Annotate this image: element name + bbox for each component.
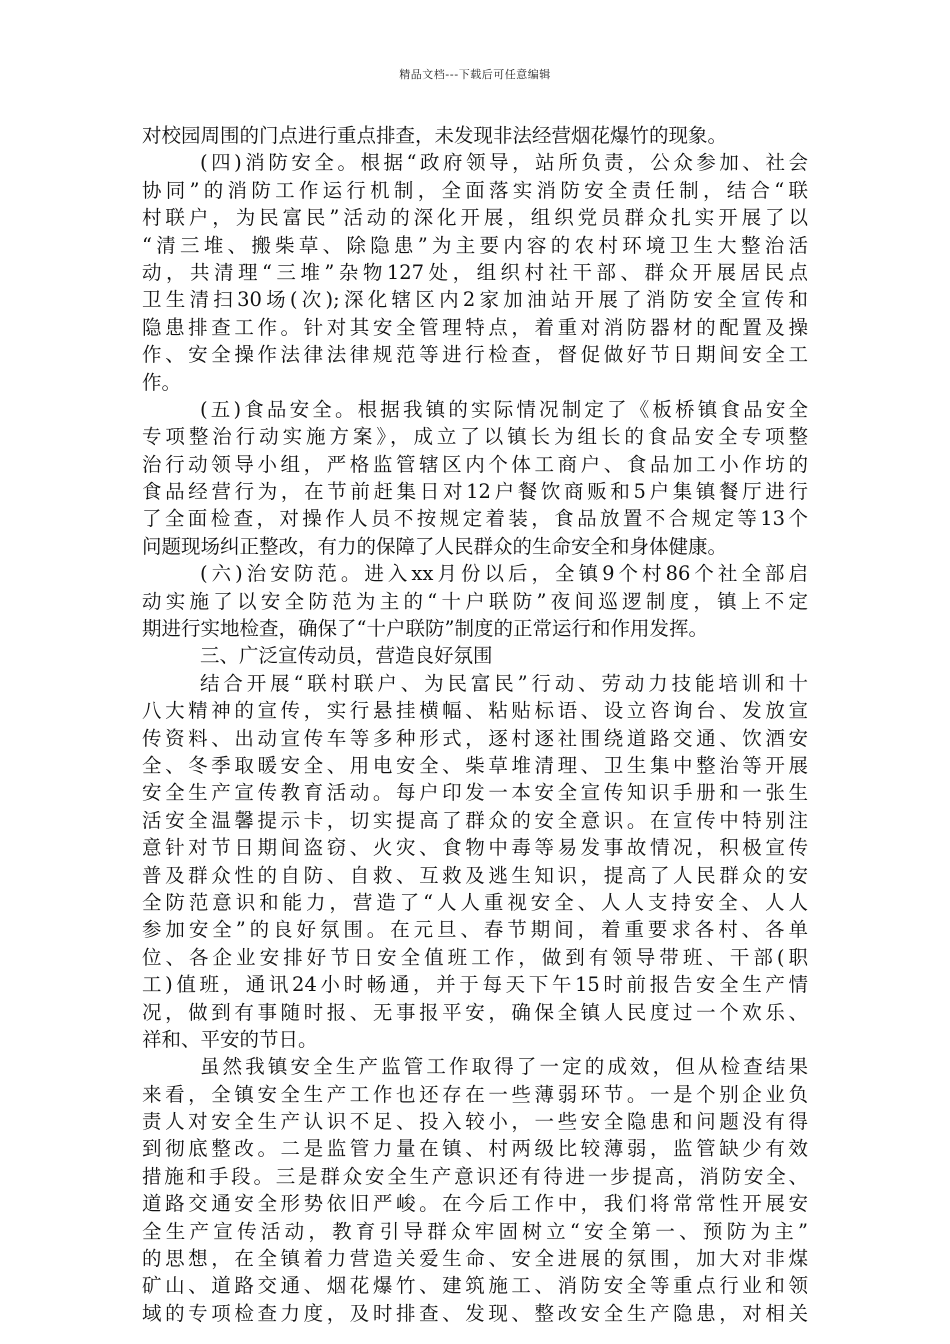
text-line: 结合开展“联村联户、为民富民”行动、劳动力技能培训和十 [200, 671, 808, 695]
text-line: 意针对节日期间盗窃、火灾、食物中毒等易发事故情况，积极宣传 [142, 836, 808, 860]
text-line: 活安全温馨提示卡，切实提高了群众的安全意识。在宣传中特别注 [142, 808, 808, 832]
document-body [142, 122, 808, 1327]
text-line: 三、广泛宣传动员，营造良好氛围 [200, 644, 493, 668]
text-line: (五)食品安全。根据我镇的实际情况制定了《板桥镇食品安全 [200, 397, 808, 421]
text-line: 期进行实地检查，确保了“十户联防”制度的正常运行和作用发挥。 [142, 617, 708, 641]
text-line: 工)值班，通讯24小时畅通，并于每天下午15时前报告安全生产情 [142, 973, 808, 997]
text-line: 虽然我镇安全生产监管工作取得了一定的成效，但从检查结果 [200, 1055, 808, 1079]
text-line: 全生产宣传活动，教育引导群众牢固树立“安全第一、预防为主” [142, 1219, 808, 1243]
text-line: 道路交通安全形势依旧严峻。在今后工作中，我们将常常性开展安 [142, 1192, 808, 1216]
text-line: 传资料、出动宣传车等多种形式，逐村逐社围绕道路交通、饮酒安 [142, 726, 808, 750]
text-line: 祥和、平安的节日。 [142, 1027, 318, 1051]
text-line: 作、安全操作法律法律规范等进行检查，督促做好节日期间安全工 [142, 343, 808, 367]
text-line: 安全生产宣传教育活动。每户印发一本安全宣传知识手册和一张生 [142, 781, 808, 805]
text-line: (四)消防安全。根据“政府领导，站所负责，公众参加、社会 [200, 151, 808, 175]
text-line: 动实施了以安全防范为主的“十户联防”夜间巡逻制度，镇上不定 [142, 589, 808, 613]
text-line: 域的专项检查力度，及时排查、发现、整改安全生产隐患，对相关 [142, 1301, 808, 1325]
text-line: 卫生清扫30场(次);深化辖区内2家加油站开展了消防安全宣传和 [142, 288, 808, 312]
text-line: 参加安全”的良好氛围。在元旦、春节期间，着重要求各村、各单 [142, 918, 808, 942]
text-line: 来看，全镇安全生产工作也还存在一些薄弱环节。一是个别企业负 [142, 1082, 808, 1106]
text-line: 八大精神的宣传，实行悬挂横幅、粘贴标语、设立咨询台、发放宣 [142, 699, 808, 723]
page-header: 精品文档---下载后可任意编辑 [399, 68, 551, 81]
text-line: “清三堆、搬柴草、除隐患”为主要内容的农村环境卫生大整治活 [142, 233, 808, 257]
text-line: 治行动领导小组，严格监管辖区内个体工商户、食品加工小作坊的 [142, 452, 808, 476]
text-line: 位、各企业安排好节日安全值班工作，做到有领导带班、干部(职 [142, 945, 808, 969]
text-line: 全防范意识和能力，营造了“人人重视安全、人人支持安全、人人 [142, 890, 808, 914]
text-line: 况，做到有事随时报、无事报平安，确保全镇人民度过一个欢乐、 [142, 1000, 808, 1024]
text-line: 普及群众性的自防、自救、互救及逃生知识，提高了人民群众的安 [142, 863, 808, 887]
text-line: 隐患排查工作。针对其安全管理特点，着重对消防器材的配置及操 [142, 315, 808, 339]
text-line: 专项整治行动实施方案》，成立了以镇长为组长的食品安全专项整 [142, 425, 808, 449]
text-line: 了全面检查，对操作人员不按规定着装，食品放置不合规定等13个 [142, 507, 808, 531]
text-line: 矿山、道路交通、烟花爆竹、建筑施工、消防安全等重点行业和领 [142, 1274, 808, 1298]
text-line: (六)治安防范。进入xx月份以后，全镇9个村86个社全部启 [200, 562, 808, 586]
text-line: 动，共清理“三堆”杂物127处，组织村社干部、群众开展居民点 [142, 260, 808, 284]
text-line: 食品经营行为，在节前赶集日对12户餐饮商贩和5户集镇餐厅进行 [142, 480, 808, 504]
text-line: 村联户，为民富民”活动的深化开展，组织党员群众扎实开展了以 [142, 206, 808, 230]
text-line: 全、冬季取暖安全、用电安全、柴草堆清理、卫生集中整治等开展 [142, 753, 808, 777]
text-line: 到彻底整改。二是监管力量在镇、村两级比较薄弱，监管缺少有效 [142, 1137, 808, 1161]
text-line: 对校园周围的门点进行重点排查，未发现非法经营烟花爆竹的现象。 [142, 124, 728, 147]
text-line: 的思想，在全镇着力营造关爱生命、安全进展的氛围，加大对非煤 [142, 1247, 808, 1271]
text-line: 协同”的消防工作运行机制，全面落实消防安全责任制，结合“联 [142, 178, 808, 202]
text-line: 措施和手段。三是群众安全生产意识还有待进一步提高，消防安全、 [142, 1164, 808, 1188]
text-line: 责人对安全生产认识不足、投入较小，一些安全隐患和问题没有得 [142, 1110, 808, 1134]
text-line: 问题现场纠正整改，有力的保障了人民群众的生命安全和身体健康。 [142, 534, 728, 558]
text-line: 作。 [142, 370, 182, 394]
